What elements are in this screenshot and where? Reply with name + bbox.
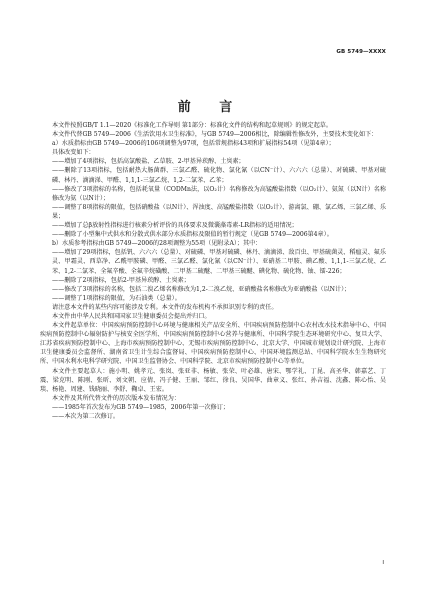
list-item: ——增加了4项指标，包括高氯酸盐、乙草胺、2-甲基异莰醇、土臭素； xyxy=(52,158,245,166)
page-number: I xyxy=(382,560,384,566)
list-item: ——调整了1项指标的限值，为石油类（总量）。 xyxy=(52,294,181,302)
list-item: ——本次为第二次修订。 xyxy=(52,413,120,420)
list-item: ——增加了29项指标，包括钒、六六六（总量）、对硫磷、甲基对硫磷、林丹、滴滴涕、敌百虫、甲基硫菌灵、稻瘟灵、氟乐灵、甲霜灵、西草净、乙酰甲胺磷、甲醛、三氯乙醛、氯化氰（以CN⁻计）、亚硝基二甲胺、碘乙酸、1,1,1-三氯乙烷、乙苯、1,2-二氯苯、全氟辛酸、全氟辛烷磺酸、二甲基二硫醚、二甲基三硫醚、碘化物、硫化物、铀、镭-226； xyxy=(52,249,386,275)
paragraph: 本文件由中华人民共和国国家卫生健康委员会提出并归口。 xyxy=(52,312,211,320)
standard-code: GB 5749—XXXX xyxy=(336,49,386,55)
page-title: 前 言 xyxy=(177,100,245,115)
list-item: ——删除了2项指标，包括2-甲基异莰醇、土臭素； xyxy=(52,276,190,284)
paragraph: 请注意本文件的某些内容可能涉及专利。本文件的发布机构不承担识别专利的责任。 xyxy=(52,303,278,311)
list-item: ——修改了3项指标的名称，包括二溴乙烯名称修改为1,2-二溴乙烷、亚硝酸盐名称修改为亚硝酸盐（以N计）； xyxy=(52,285,351,293)
paragraph: a）水质指标由GB 5749—2006的106项调整为97项，包括常规指标43项和扩展指标54项（见第4章）； xyxy=(52,140,335,148)
list-item: ——调整了8项指标的限值，包括硝酸盐（以N计）、浑浊度、高锰酸盐指数（以O₂计）、游离氯、硼、氯乙烯、三氯乙烯、乐果； xyxy=(52,203,386,220)
paragraph: 具体改变如下： xyxy=(52,149,95,157)
list-item: ——修改了3项指标的名称，包括耗氧量（CODMn法，以O₂计）名称修改为高锰酸盐指数（以O₂计）、氨氮（以N计）名称修改为氨（以N计）； xyxy=(52,185,386,202)
list-item: ——增加了总β放射性指标进行核素分析评价的具体要求及微囊藻毒素-LR指标的适用情况； xyxy=(52,222,298,230)
document-body xyxy=(40,121,386,421)
list-item: ——1985年首次发布为GB 5749—1985，2006年第一次修订； xyxy=(52,403,229,411)
paragraph: 本文件起草单位：中国疾病预防控制中心环境与健康相关产品安全所、中国疾病预防控制中心农村改水技术指导中心、中国疾病预防控制中心辐射防护与核安全医学所、中国疾病预防控制中心营养与健康所、中国科学院生态环境研究中心、复旦大学、江苏省疾病预防控制中心、上海市疾病预防控制中心、无锡市疾病预防控制中心、北京大学、中国城市规划设计研究院、上海市卫生健康委员会监督所、湖南省卫生计生综合监督局、中国疾病预防控制中心、中国环境监测总站、中国科学院水生生物研究所、中国水利水电科学研究院、中国卫生监督协会、中国科学院、北京市疾病预防控制中心等单位。 xyxy=(40,322,386,366)
paragraph: 本文件主要起草人：施小明、姚孝元、张岚、张亚非、杨敏、张荣、叶必雄、唐宋、鄂学礼、丁昆、高圣华、韩嘉艺、丁震、梁克明、陈刚、张昕、刘文朝、应倩、冯子健、王丽、邹红、徐良、吴国华、曲章义、张红、孙吉福、沈鑫、陈心怡、吴琰、杨艳、周建、钱晓丽、李舒、鞠卓、王宏。 xyxy=(40,367,386,393)
paragraph: 本文件及其所代替文件的历次版本发布情况为： xyxy=(52,394,180,402)
list-item: ——删除了小型集中式供水和分散式供水部分水质指标及限值的暂行规定（见GB 5749—2006第4章）。 xyxy=(52,231,333,239)
paragraph: 本文件代替GB 5749—2006《生活饮用水卫生标准》，与GB 5749—2006相比，除编辑性修改外，主要技术变化如下： xyxy=(52,131,378,139)
list-item: ——删除了13项指标，包括耐热大肠菌群、三氯乙醛、硫化物、氯化氰（以CN⁻计）、六六六（总量）、对硫磷、甲基对硫磷、林丹、滴滴涕、甲醛、1,1,1-三氯乙烷、1,2-二氯苯、乙苯； xyxy=(52,167,386,184)
paragraph: 本文件按照GB/T 1.1—2020《标准化工作导则 第1部分：标准化文件的结构和起草规则》的规定起草。 xyxy=(52,122,332,129)
paragraph: b）水质参考指标由GB 5749—2006的28项调整为55项（见附录A）；其中： xyxy=(52,240,262,248)
